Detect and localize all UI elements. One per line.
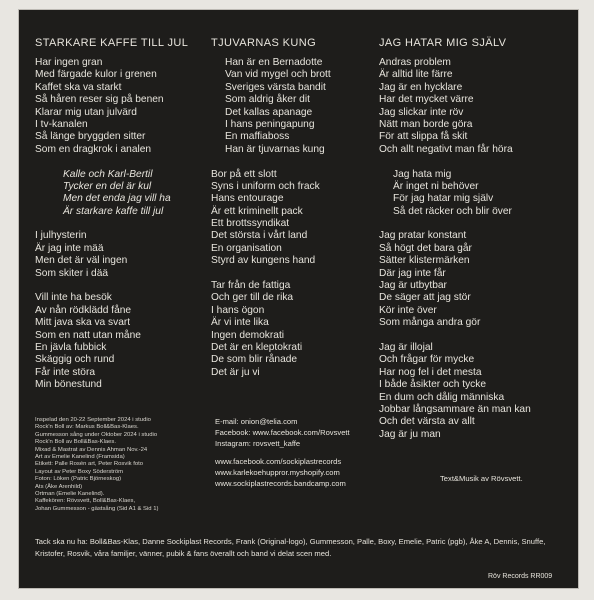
lyric-line: Jobbar långsammare än man kan <box>379 403 531 415</box>
lyric-line: Av nån rödklädd fåne <box>35 304 132 316</box>
facebook-text: Facebook: www.facebook.com/Rovsvett <box>215 428 350 438</box>
song-lyrics <box>211 57 386 379</box>
lyric-line: Hans entourage <box>211 193 284 205</box>
lyric-line: Och frågar för mycke <box>379 354 475 366</box>
lyric-line: Bor på ett slott <box>211 168 277 180</box>
lyric-line: Det kallas apanage <box>225 106 313 118</box>
lyric-line: För jag hatar mig själv <box>393 193 494 205</box>
lyric-line: Är starkare kaffe till jul <box>63 205 164 217</box>
lyric-line: Har det mycket värre <box>379 94 474 106</box>
song-title: TJUVARNAS KUNG <box>211 37 317 49</box>
lyric-line: Styrd av kungens hand <box>211 255 316 267</box>
lyric-line: Kaffet ska va starkt <box>35 81 122 93</box>
lyric-line: I julhysterin <box>35 230 87 242</box>
credit-line: Gummesson sång under Oktober 2024 i studio <box>35 431 158 438</box>
lyric-line: Sätter klistermärken <box>379 255 470 267</box>
lyric-line: Så det räcker och blir över <box>393 205 512 217</box>
lyric-line: Jag är ju man <box>379 428 441 440</box>
lyric-line: Men det är väl ingen <box>35 255 128 267</box>
lyric-line: Vill inte ha besök <box>35 292 112 304</box>
web-link: www.karlekoehuppror.myshopify.com <box>215 467 340 477</box>
lyric-line: Som många andra gör <box>379 317 481 329</box>
song-lyrics <box>35 57 213 392</box>
stanza <box>379 342 569 441</box>
lyric-line: Så länge bryggden sitter <box>35 131 146 143</box>
lyric-line: Ingen demokrati <box>211 329 285 341</box>
lyric-line: I hans peningapung <box>225 118 315 130</box>
lyric-line: Van vid mygel och brott <box>225 69 331 81</box>
lyric-line: Är alltid lite färre <box>379 69 453 81</box>
lyric-line: Är jag inte mää <box>35 242 104 254</box>
stanza <box>211 169 386 268</box>
email-text: E-mail: onion@telia.com <box>215 417 298 426</box>
lyric-line: Som en natt utan måne <box>35 329 141 341</box>
lyric-line: Det är en kleptokrati <box>211 341 303 353</box>
lyric-line: Och ger till de rika <box>211 292 294 304</box>
lyric-line: Kalle och Karl-Bertil <box>63 168 153 180</box>
lyric-line: Som skiter i dää <box>35 267 109 279</box>
lyric-line: Det största i vårt land <box>211 230 308 242</box>
lyric-line: Jag hata mig <box>393 168 452 180</box>
lyric-line: Jag är illojal <box>379 341 433 353</box>
lyric-line: Tycker en del är kul <box>63 180 152 192</box>
song-title: JAG HATAR MIG SJÄLV <box>379 37 507 49</box>
lyric-line: Det är ju vi <box>211 366 260 378</box>
lyric-line: Min bönestund <box>35 379 102 391</box>
lyric-line: Som aldrig åker dit <box>225 94 310 106</box>
lyric-line: Kör inte över <box>379 304 437 316</box>
lyric-line: Är vi inte lika <box>211 317 269 329</box>
song-column-2 <box>211 37 386 379</box>
lyric-line: Andras problem <box>379 57 451 68</box>
text-musik-credit: Text&Musik av Rövsvett. <box>440 474 523 483</box>
instagram-text: Instagram: rovsvett_kaffe <box>215 439 301 449</box>
lyric-line: Nätt man borde göra <box>379 118 473 130</box>
credit-line: Rock'n Boll av: Markus Boll&Bas-Klaes. <box>35 424 139 431</box>
lyric-line: Är ett kriminellt pack <box>211 205 303 217</box>
lyric-line: Som en dragkrok i analen <box>35 143 152 155</box>
credit-line: Layout av Peter Boxy Söderström <box>35 468 124 475</box>
song-lyrics <box>379 57 569 441</box>
lyric-line: Så högt det bara går <box>379 242 472 254</box>
credit-line: Kaffekören: Rövsvett, Boll&Bas-Klaes, <box>35 498 136 505</box>
lyric-line: En organisation <box>211 242 282 254</box>
lyric-line: Jag är en hycklare <box>379 81 463 93</box>
song-title: STARKARE KAFFE TILL JUL <box>35 37 189 49</box>
lyric-line: En jävla fubbick <box>35 341 107 353</box>
lyric-line: I både åsikter och tycke <box>379 379 487 391</box>
contact-info <box>215 416 385 489</box>
credit-line: Johan Gummesson - gästsång (Sid A1 & Sid 1) <box>35 505 159 512</box>
stanza <box>379 230 569 329</box>
lyric-sheet <box>19 10 578 588</box>
stanza <box>35 169 213 219</box>
stanza <box>35 57 213 156</box>
lyric-line: Jag är utbytbar <box>379 280 447 292</box>
lyric-line: Får inte störa <box>35 366 96 378</box>
credit-line: Ats (Åke Arenhild) <box>35 483 83 490</box>
lyric-line: Men det enda jag vill ha <box>63 193 171 205</box>
stanza <box>211 57 386 156</box>
credit-line: Etikett: Palle Rosén art, Peter Rosvik foto <box>35 461 144 468</box>
lyric-line: För att slippa få skit <box>379 131 468 143</box>
credit-line: Inspelad den 20-22 September 2024 i studio <box>35 417 151 423</box>
lyric-line: Så håren reser sig på benen <box>35 94 164 106</box>
lyric-line: Sveriges värsta bandit <box>225 81 326 93</box>
lyric-line: Jag slickar inte röv <box>379 106 464 118</box>
lyric-line: Syns i uniform och frack <box>211 180 320 192</box>
lyric-line: Där jag inte får <box>379 267 446 279</box>
credit-line: Ortman (Emelie Kanelind). <box>35 490 105 497</box>
web-link: www.sockiplastrecords.bandcamp.com <box>215 478 346 488</box>
lyric-line: Han är en Bernadotte <box>225 57 323 68</box>
credit-line: Rock'n Boll av Boll&Bas-Klaes. <box>35 439 117 446</box>
lyric-line: Har nog fel i det mesta <box>379 366 482 378</box>
lyric-line: I hans ögon <box>211 304 265 316</box>
credit-line: Foton: Löken (Patric Björneskog) <box>35 476 122 483</box>
lyric-line: Skäggig och rund <box>35 354 115 366</box>
lyric-line: Tar från de fattiga <box>211 280 291 292</box>
lyric-line: Har ingen gran <box>35 57 103 68</box>
lyric-line: En maffiaboss <box>225 131 290 143</box>
credit-line: Art av Emelie Kanelind (Framsida) <box>35 453 125 460</box>
lyric-line: Mitt java ska va svart <box>35 317 131 329</box>
lyric-line: I tv-kanalen <box>35 118 88 130</box>
lyric-line: Och det värsta av allt <box>379 416 475 428</box>
lyric-line: Med färgade kulor i grenen <box>35 69 157 81</box>
stanza <box>35 230 213 280</box>
credit-line: Mixad & Mastrat av Dennis Ahman Nov.-24 <box>35 446 148 453</box>
lyric-line: De säger att jag stör <box>379 292 471 304</box>
lyric-line: Är inget ni behöver <box>393 180 479 192</box>
stanza <box>379 57 569 156</box>
lyric-line: En dum och dålig människa <box>379 391 505 403</box>
lyric-line: Han är tjuvarnas kung <box>225 143 325 155</box>
lyric-line: De som blir rånade <box>211 354 298 366</box>
catalog-number: Röv Records RR009 <box>488 573 553 580</box>
thanks-text: Tack ska nu ha: Boll&Bas-Klas, Danne Sockiplast Records, Frank (Original-logo), Gummesson, Palle, Boxy, Emelie, Patric (pgb), Åke A, Dennis, Snuffe, Kristofer, Rosvik, våra familjer, vänner, pubik & fans överallt och band vi delat scen med. <box>35 537 546 558</box>
stanza <box>379 169 569 219</box>
stanza <box>35 292 213 391</box>
lyric-line: Och allt negativt man får höra <box>379 143 513 155</box>
lyric-line: Klarar mig utan julvärd <box>35 106 137 118</box>
song-column-3 <box>379 37 569 441</box>
web-link: www.facebook.com/sockiplastrecords <box>215 456 342 466</box>
song-column-1 <box>35 37 213 392</box>
recording-credits <box>35 417 215 513</box>
lyric-line: Ett brottssyndikat <box>211 218 290 230</box>
lyric-line: Jag pratar konstant <box>379 230 467 242</box>
stanza <box>211 280 386 379</box>
